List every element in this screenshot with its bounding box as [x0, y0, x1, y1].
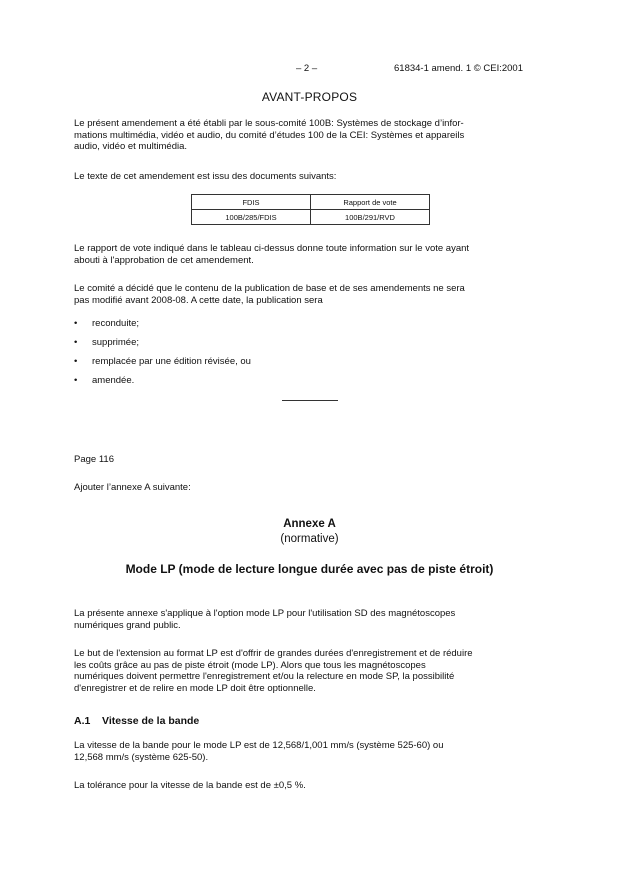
table-header-cell: FDIS	[192, 195, 311, 210]
add-annex-instruction: Ajouter l’annexe A suivante:	[74, 482, 191, 493]
annex-subtitle: (normative)	[280, 533, 339, 545]
section-heading	[74, 715, 199, 727]
table-row	[192, 210, 430, 225]
foreword-title: AVANT-PROPOS	[261, 90, 358, 104]
list-item-text: supprimée;	[92, 337, 139, 348]
speed-paragraph	[74, 740, 546, 763]
text-line: Le rapport de vote indiqué dans le tableau ci-dessus donne toute information sur le vote ayant	[74, 243, 470, 254]
text-line: audio, vidéo et multimédia.	[74, 141, 188, 152]
documents-paragraph: Le texte de cet amendement est issu des documents suivants:	[74, 171, 337, 182]
text-line: Le comité a décidé que le contenu de la publication de base et de ses amendements ne sera	[74, 283, 465, 294]
section-number: A.1	[74, 715, 91, 727]
page-number: – 2 –	[296, 63, 318, 74]
bullet-icon: •	[74, 375, 78, 386]
table-header-row	[192, 195, 430, 210]
bullet-icon: •	[74, 337, 78, 348]
list-item-text: amendée.	[92, 375, 135, 386]
list-item-text: remplacée par une édition révisée, ou	[92, 356, 251, 367]
vote-table	[191, 194, 430, 225]
text-line: les coûts grâce au pas de piste étroit (mode LP). Alors que tous les magnétoscopes	[74, 659, 426, 671]
bullet-icon: •	[74, 356, 78, 367]
page-reference: Page 116	[74, 454, 114, 465]
text-line: Le but de l'extension au format LP est d'offrir de grandes durées d'enregistrement et de réduire	[74, 648, 473, 659]
text-line: numériques doivent permettre l'enregistrement et/ou la relecture en mode SP, la possibilité	[74, 671, 455, 682]
committee-paragraph	[74, 283, 546, 306]
text-line: abouti à l'approbation de cet amendement.	[74, 254, 254, 266]
text-line: La présente annexe s'applique à l'option mode LP pour l'utilisation SD des magnétoscopes	[74, 608, 456, 619]
table-cell: 100B/285/FDIS	[192, 210, 311, 225]
scope-paragraph	[74, 608, 546, 631]
section-title: Vitesse de la bande	[102, 715, 200, 727]
section-divider	[282, 400, 338, 401]
table-header-cell: Rapport de vote	[311, 195, 430, 210]
text-line: pas modifié avant 2008-08. A cette date, la publication sera	[74, 294, 323, 306]
list-item	[74, 356, 251, 368]
list-item	[74, 337, 139, 349]
bullet-icon: •	[74, 318, 78, 329]
annex-heading: Mode LP (mode de lecture longue durée avec pas de piste étroit)	[125, 562, 494, 576]
document-reference: 61834-1 amend. 1 © CEI:2001	[394, 63, 524, 74]
vote-paragraph	[74, 243, 546, 266]
text-line: d'enregistrer et de relire en mode LP doit être optionnelle.	[74, 682, 316, 694]
text-line: Le présent amendement a été établi par le sous-comité 100B: Systèmes de stockage d’infor-	[74, 118, 464, 129]
text-line: 12,568 mm/s (système 625-50).	[74, 751, 209, 763]
list-item	[74, 318, 139, 330]
text-line: mations multimédia, vidéo et audio, du comité d’études 100 de la CEI: Systèmes et appareils	[74, 129, 465, 141]
list-item	[74, 375, 134, 387]
table-cell: 100B/291/RVD	[311, 210, 430, 225]
tolerance-paragraph: La tolérance pour la vitesse de la bande est de ±0,5 %.	[74, 780, 306, 791]
text-line: La vitesse de la bande pour le mode LP est de 12,568/1,001 mm/s (système 525-60) ou	[74, 740, 444, 751]
list-item-text: reconduite;	[92, 318, 140, 329]
purpose-paragraph	[74, 648, 546, 694]
intro-paragraph	[74, 118, 546, 153]
text-line: numériques grand public.	[74, 619, 181, 631]
annex-title: Annexe A	[283, 518, 336, 530]
